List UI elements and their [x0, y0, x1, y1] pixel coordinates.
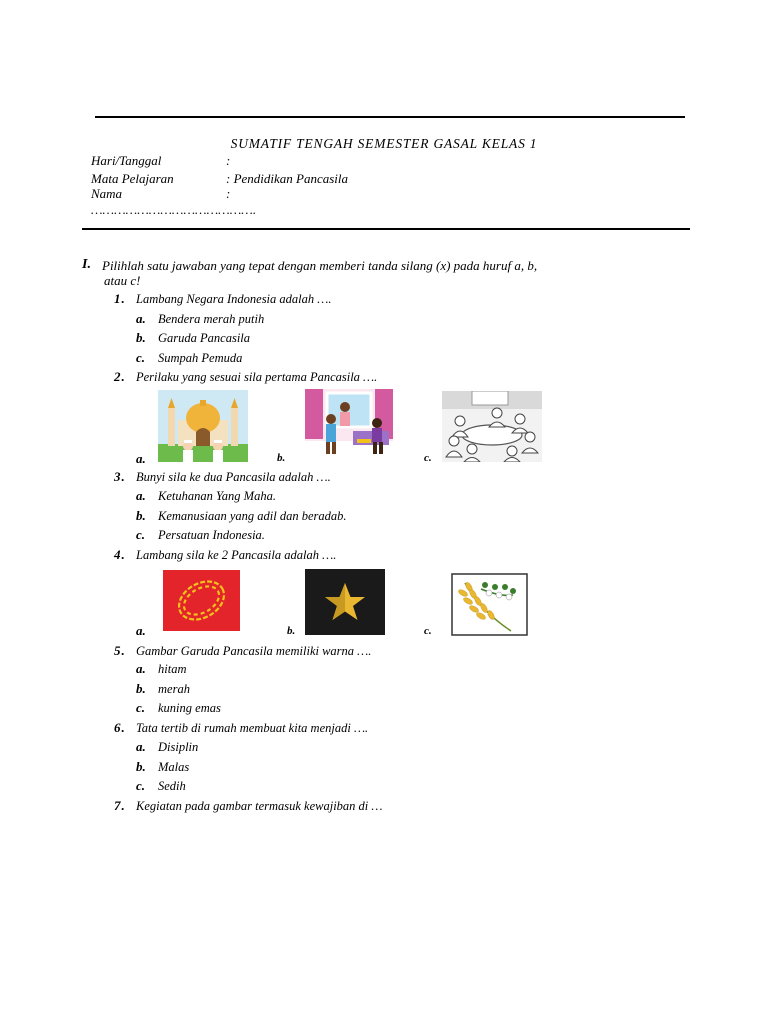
question-number: 7. — [114, 798, 126, 813]
question-number: 6. — [114, 720, 126, 735]
option-letter[interactable]: a. — [136, 661, 146, 676]
field-value-nama: : — [226, 186, 231, 201]
question-text: Lambang Negara Indonesia adalah …. — [136, 292, 332, 306]
option-text: merah — [158, 682, 190, 696]
option-letter[interactable]: c. — [424, 625, 432, 637]
question-text: Gambar Garuda Pancasila memiliki warna …. — [136, 644, 372, 658]
question-text: Perilaku yang sesuai sila pertama Pancasila …. — [136, 370, 378, 384]
option-letter[interactable]: c. — [136, 700, 146, 715]
field-value-hari: : — [226, 153, 231, 168]
option-letter[interactable]: a. — [136, 739, 146, 754]
question-number: 3. — [114, 469, 126, 484]
option-text: hitam — [158, 662, 187, 676]
name-dots: ……………………………………. — [91, 202, 257, 217]
option-text: Sumpah Pemuda — [158, 351, 243, 365]
option-letter[interactable]: a. — [136, 488, 146, 503]
option-letter[interactable]: b. — [136, 508, 146, 523]
option-text: Malas — [158, 760, 190, 774]
mosque-children-picture[interactable] — [158, 390, 248, 462]
rice-cotton-symbol[interactable] — [451, 573, 528, 636]
question-text: Kegiatan pada gambar termasuk kewajiban di … — [136, 799, 383, 813]
chain-symbol[interactable] — [163, 570, 240, 631]
field-label-mapel: Mata Pelajaran — [91, 171, 174, 186]
instruction-line-1: Pilihlah satu jawaban yang tepat dengan memberi tanda silang (x) pada huruf a, b, — [102, 258, 538, 273]
bottom-rule — [82, 228, 690, 230]
question-number: 2. — [114, 369, 126, 384]
option-letter[interactable]: a. — [136, 451, 146, 466]
field-label-hari: Hari/Tanggal — [91, 153, 162, 168]
field-value-mapel: : Pendidikan Pancasila — [226, 171, 349, 186]
option-text: Bendera merah putih — [158, 312, 265, 326]
option-text: Disiplin — [158, 740, 199, 754]
option-letter[interactable]: b. — [287, 625, 296, 637]
top-rule — [95, 116, 685, 118]
option-letter[interactable]: a. — [136, 311, 146, 326]
option-letter[interactable]: b. — [277, 452, 286, 464]
option-text: kuning emas — [158, 701, 221, 715]
option-letter[interactable]: c. — [424, 452, 432, 464]
question-text: Tata tertib di rumah membuat kita menjadi …. — [136, 721, 369, 735]
question-number: 1. — [114, 291, 126, 306]
question-text: Bunyi sila ke dua Pancasila adalah …. — [136, 470, 331, 484]
instruction-line-2: atau c! — [104, 273, 141, 288]
option-letter[interactable]: c. — [136, 778, 146, 793]
question-number: 5. — [114, 643, 126, 658]
children-cleaning-house-picture[interactable] — [305, 389, 393, 461]
option-letter[interactable]: b. — [136, 759, 146, 774]
option-letter[interactable]: b. — [136, 681, 146, 696]
option-text: Garuda Pancasila — [158, 331, 251, 345]
option-letter[interactable]: c. — [136, 527, 146, 542]
question-number: 4. — [114, 547, 126, 562]
star-symbol[interactable] — [305, 569, 385, 635]
question-text: Lambang sila ke 2 Pancasila adalah …. — [136, 548, 337, 562]
option-text: Persatuan Indonesia. — [158, 528, 265, 542]
page-title: SUMATIF TENGAH SEMESTER GASAL KELAS 1 — [230, 136, 538, 151]
option-letter[interactable]: b. — [136, 330, 146, 345]
section-number: I. — [82, 257, 91, 272]
option-text: Sedih — [158, 779, 186, 793]
option-letter[interactable]: c. — [136, 350, 146, 365]
option-letter[interactable]: a. — [136, 623, 146, 638]
option-text: Kemanusiaan yang adil dan beradab. — [158, 509, 347, 523]
option-text: Ketuhanan Yang Maha. — [158, 489, 276, 503]
children-discussion-table-picture[interactable] — [442, 391, 542, 462]
field-label-nama: Nama — [91, 186, 123, 201]
